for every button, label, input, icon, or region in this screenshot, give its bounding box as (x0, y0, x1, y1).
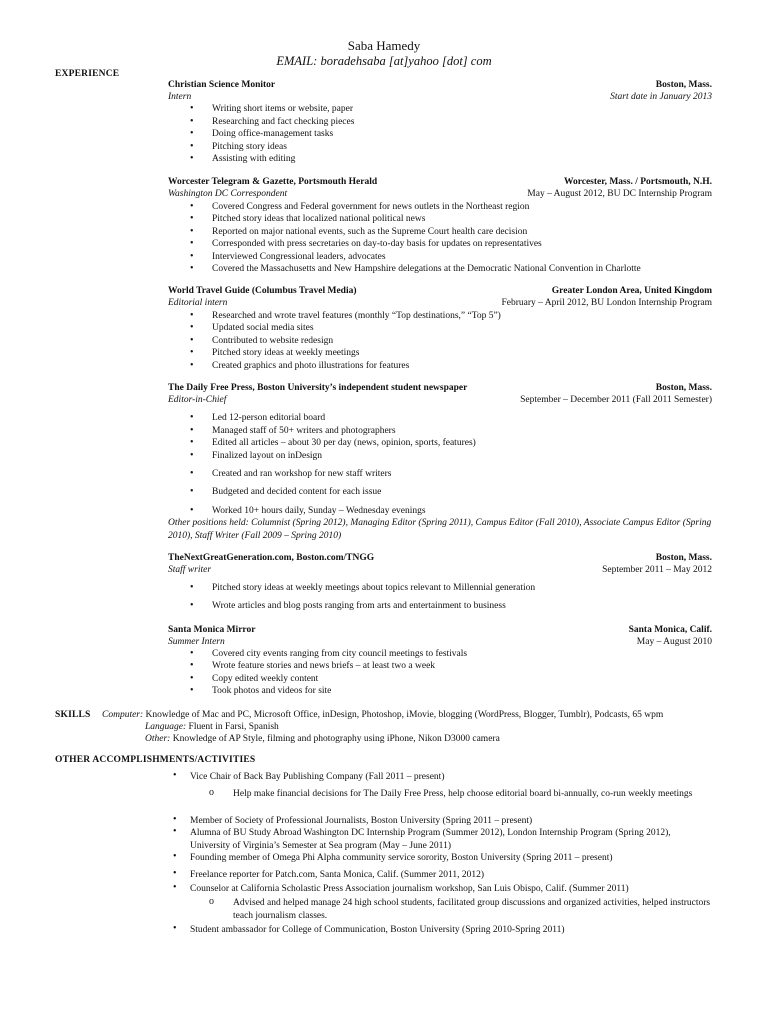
job-bullet: • Pitched story ideas that localized national political news (190, 213, 426, 224)
job-bullet: • Researched and wrote travel features (monthly “Top destinations,” “Top 5”) (190, 310, 501, 321)
bullet-dot-icon: • (190, 128, 194, 139)
job-bullet: • Budgeted and decided content for each issue (190, 486, 382, 497)
bullet-dot-icon: • (173, 851, 177, 862)
bullet-dot-icon: • (173, 923, 177, 934)
job-role: Intern (168, 92, 192, 102)
section-experience: EXPERIENCE (55, 69, 120, 79)
job-location: Boston, Mass. (655, 383, 712, 393)
job-location: Greater London Area, United Kingdom (551, 286, 712, 296)
bullet-dot-icon: • (190, 322, 194, 333)
bullet-dot-icon: • (190, 251, 194, 262)
job-dates: February – April 2012, BU London Internship Program (501, 298, 712, 308)
bullet-dot-icon: • (190, 450, 194, 461)
job-bullet: • Writing short items or website, paper (190, 103, 354, 114)
job-location: Santa Monica, Calif. (628, 625, 712, 635)
job-dates: September – December 2011 (Fall 2011 Semester) (520, 395, 712, 405)
job-org: Santa Monica Mirror (168, 625, 256, 635)
job-bullet: • Edited all articles – about 30 per day (news, opinion, sports, features) (190, 437, 476, 448)
accomplishment-subitem: o Advised and helped manage 24 high school students, facilitated group discussions and organized activities, helped instructors teach journalism classes. (209, 896, 711, 921)
bullet-dot-icon: • (190, 141, 194, 152)
bullet-dot-icon: • (190, 582, 194, 593)
job-role: Washington DC Correspondent (168, 189, 288, 199)
bullet-dot-icon: • (190, 116, 194, 127)
bullet-dot-icon: • (190, 347, 194, 358)
accomplishment-item: • Founding member of Omega Phi Alpha community service sorority, Boston University (Spring 2011 – present) (173, 851, 613, 863)
job-dates: May – August 2010 (636, 637, 712, 647)
job-bullet: • Created and ran workshop for new staff writers (190, 468, 392, 479)
job-location: Worcester, Mass. / Portsmouth, N.H. (563, 177, 712, 187)
hollow-bullet-icon: o (209, 787, 214, 798)
job-bullet: • Interviewed Congressional leaders, advocates (190, 251, 386, 262)
bullet-dot-icon: • (190, 660, 194, 671)
skill-line: Language: Fluent in Farsi, Spanish (145, 722, 279, 732)
bullet-dot-icon: • (190, 103, 194, 114)
bullet-dot-icon: • (173, 826, 177, 837)
bullet-dot-icon: • (190, 468, 194, 479)
bullet-dot-icon: • (190, 673, 194, 684)
bullet-dot-icon: • (190, 412, 194, 423)
bullet-dot-icon: • (190, 685, 194, 696)
bullet-dot-icon: • (190, 238, 194, 249)
accomplishment-item: • Member of Society of Professional Journalists, Boston University (Spring 2011 – present) (173, 814, 533, 826)
bullet-dot-icon: • (190, 648, 194, 659)
job-dates: Start date in January 2013 (610, 92, 712, 102)
job-bullet: • Pitched story ideas at weekly meetings (190, 347, 360, 358)
job-org: The Daily Free Press, Boston University’s independent student newspaper (168, 383, 468, 393)
accomplishment-item: • Freelance reporter for Patch.com, Santa Monica, Calif. (Summer 2011, 2012) (173, 868, 485, 880)
accomplishment-item: • Alumna of BU Study Abroad Washington DC Internship Program (Summer 2012), London Internship Program (Spring 2012), University of Virginia’s Semester at Sea program (May – June 2011) (173, 826, 671, 851)
job-bullet: • Worked 10+ hours daily, Sunday – Wednesday evenings (190, 505, 426, 516)
bullet-dot-icon: • (190, 505, 194, 516)
section-skills: SKILLS (55, 710, 91, 720)
bullet-dot-icon: • (173, 814, 177, 825)
accomplishment-item: • Student ambassador for College of Communication, Boston University (Spring 2010-Spring 2011) (173, 923, 565, 935)
job-bullet: • Led 12-person editorial board (190, 412, 326, 423)
job-role: Editorial intern (168, 298, 228, 308)
accomplishment-subitem: o Help make financial decisions for The Daily Free Press, help choose editorial board bi-annually, co-run weekly meetings (209, 787, 693, 799)
bullet-dot-icon: • (190, 335, 194, 346)
bullet-dot-icon: • (173, 770, 177, 781)
job-org: TheNextGreatGeneration.com, Boston.com/TNGG (168, 553, 375, 563)
resume-name: Saba Hamedy (347, 38, 421, 53)
job-bullet: • Managed staff of 50+ writers and photographers (190, 425, 396, 436)
bullet-dot-icon: • (190, 201, 194, 212)
job-bullet: • Copy edited weekly content (190, 673, 319, 684)
job-bullet: • Covered Congress and Federal government for news outlets in the Northeast region (190, 201, 530, 212)
accomplishment-item: • Vice Chair of Back Bay Publishing Company (Fall 2011 – present) (173, 770, 445, 782)
bullet-dot-icon: • (173, 882, 177, 893)
accomplishment-item: • Counselor at California Scholastic Press Association journalism workshop, San Luis Obispo, Calif. (Summer 2011) (173, 882, 629, 894)
bullet-dot-icon: • (190, 425, 194, 436)
job-bullet: • Updated social media sites (190, 322, 314, 333)
job-bullet: • Pitched story ideas at weekly meetings about topics relevant to Millennial generation (190, 582, 536, 593)
bullet-dot-icon: • (190, 600, 194, 611)
job-bullet: • Pitching story ideas (190, 141, 287, 152)
job-dates: May – August 2012, BU DC Internship Program (527, 189, 712, 199)
bullet-dot-icon: • (190, 226, 194, 237)
job-bullet: • Took photos and videos for site (190, 685, 332, 696)
job-bullet: • Contributed to website redesign (190, 335, 334, 346)
hollow-bullet-icon: o (209, 896, 214, 907)
bullet-dot-icon: • (190, 263, 194, 274)
job-bullet: • Created graphics and photo illustrations for features (190, 360, 410, 371)
bullet-dot-icon: • (190, 486, 194, 497)
job-bullet: • Wrote feature stories and news briefs – at least two a week (190, 660, 436, 671)
job-bullet: • Assisting with editing (190, 153, 296, 164)
section-accomplishments: OTHER ACCOMPLISHMENTS/ACTIVITIES (55, 755, 256, 765)
job-location: Boston, Mass. (655, 80, 712, 90)
job-note: Other positions held: Columnist (Spring 2012), Managing Editor (Spring 2011), Campus Editor (Fall 2010), Associate Campus Editor (Spring 2010), Staff Writer (Fall 2009 – Spring 2010) (168, 518, 712, 541)
job-bullet: • Finalized layout on inDesign (190, 450, 323, 461)
job-bullet: • Researching and fact checking pieces (190, 116, 355, 127)
job-bullet: • Doing office-management tasks (190, 128, 334, 139)
bullet-dot-icon: • (190, 360, 194, 371)
job-role: Summer Intern (168, 637, 225, 647)
bullet-dot-icon: • (190, 213, 194, 224)
job-bullet: • Reported on major national events, such as the Supreme Court health care decision (190, 226, 528, 237)
job-dates: September 2011 – May 2012 (602, 565, 712, 575)
skill-line: Computer: Knowledge of Mac and PC, Microsoft Office, inDesign, Photoshop, iMovie, blogging (WordPress, Blogger, Tumblr), Podcasts, 65 wpm (102, 710, 664, 720)
skill-line: Other: Knowledge of AP Style, filming and photography using iPhone, Nikon D3000 camera (145, 734, 500, 744)
job-role: Editor-in-Chief (168, 395, 227, 405)
resume-email: EMAIL: boradehsaba [at]yahoo [dot] com (276, 54, 492, 68)
bullet-dot-icon: • (173, 868, 177, 879)
job-org: Christian Science Monitor (168, 80, 276, 90)
job-role: Staff writer (168, 565, 212, 575)
bullet-dot-icon: • (190, 437, 194, 448)
job-bullet: • Covered the Massachusetts and New Hampshire delegations at the Democratic National Convention in Charlotte (190, 263, 641, 274)
bullet-dot-icon: • (190, 310, 194, 321)
job-bullet: • Corresponded with press secretaries on day-to-day basis for updates on representatives (190, 238, 542, 249)
job-bullet: • Covered city events ranging from city council meetings to festivals (190, 648, 468, 659)
job-bullet: • Wrote articles and blog posts ranging from arts and entertainment to business (190, 600, 506, 611)
job-org: World Travel Guide (Columbus Travel Media) (168, 286, 357, 296)
bullet-dot-icon: • (190, 153, 194, 164)
job-location: Boston, Mass. (655, 553, 712, 563)
job-org: Worcester Telegram & Gazette, Portsmouth Herald (168, 177, 378, 187)
